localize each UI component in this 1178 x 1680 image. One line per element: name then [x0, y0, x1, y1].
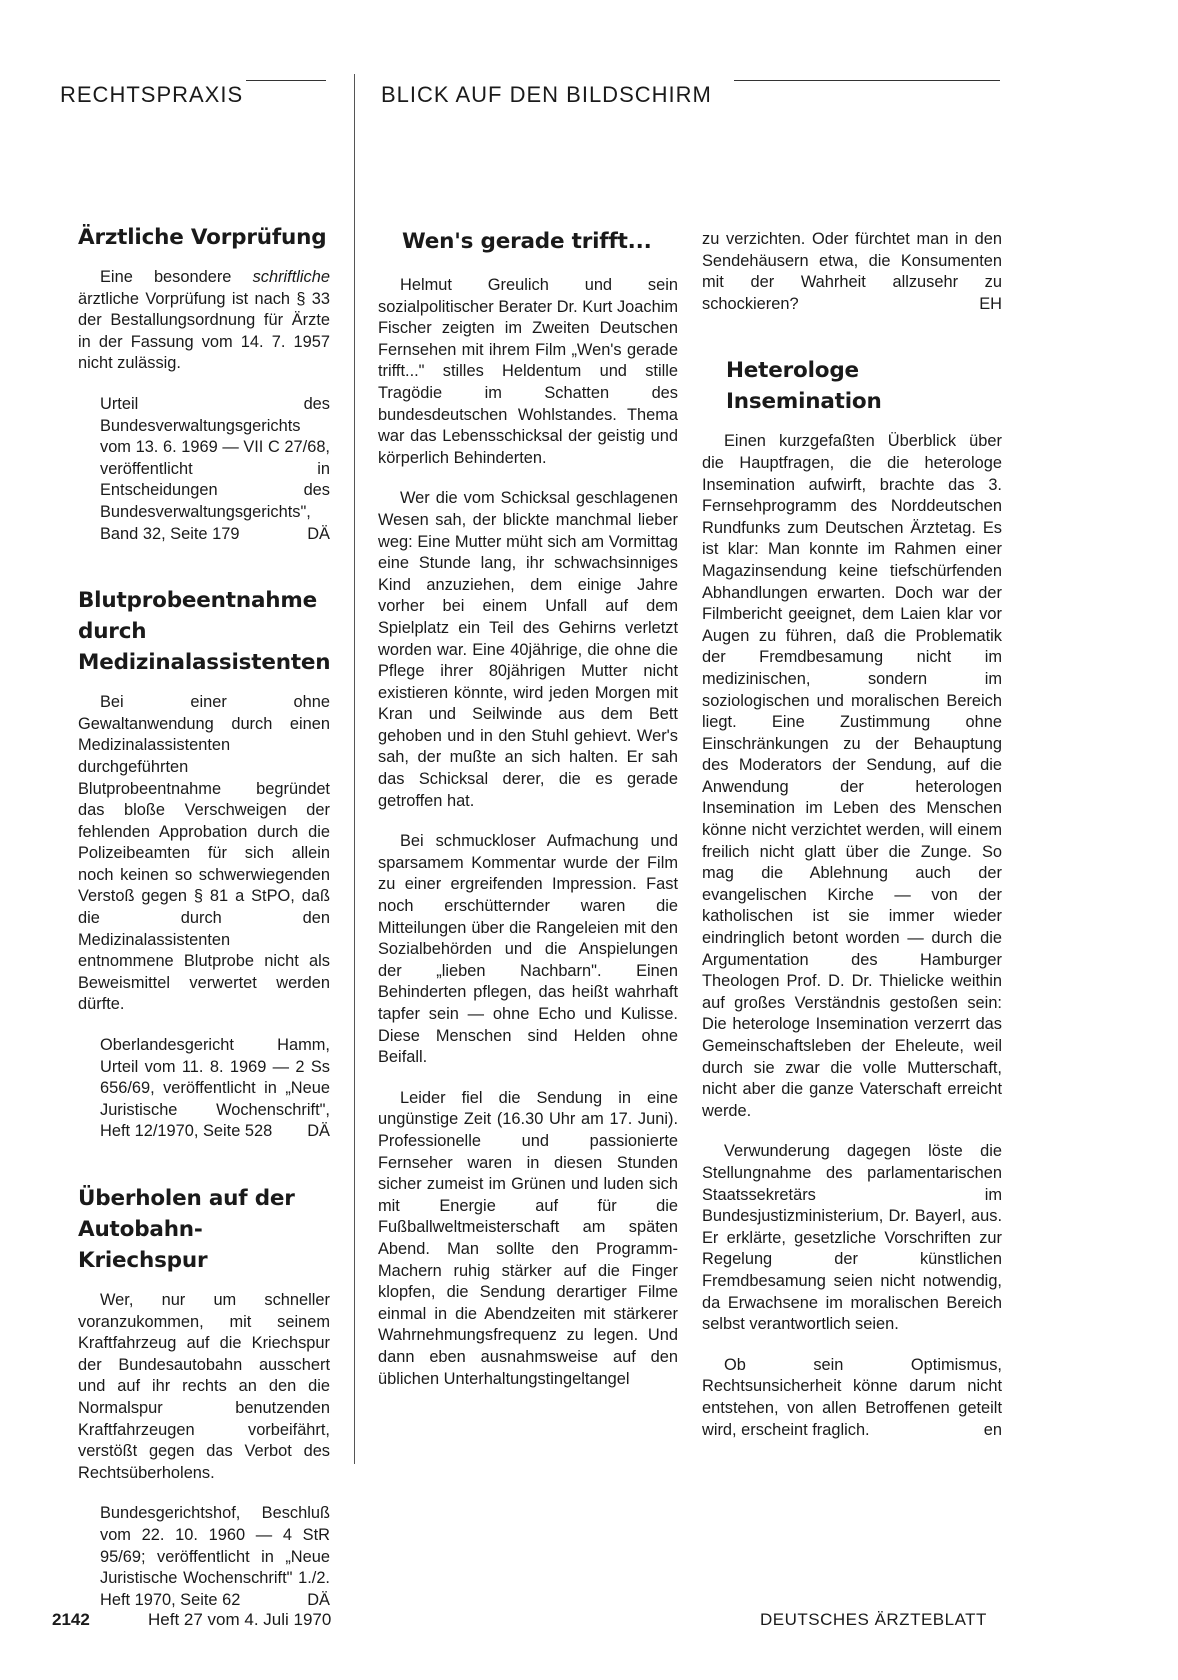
citation: Oberlandesgericht Hamm, Urteil vom 11. 8. 1969 — 2 Ss 656/69, veröffentlicht in „Neue Juristische Wochenschrift", Heft 12/1970, Seite 528 DÄ [78, 1035, 330, 1143]
headline: Überholen auf der Autobahn-Kriechspur [78, 1186, 295, 1273]
section-label-rechtspraxis: RECHTSPRAXIS [60, 82, 244, 107]
column-heterologe-insemination [702, 229, 1002, 1460]
signoff: DÄ [307, 1590, 330, 1609]
paragraph-continuation: zu verzichten. Oder fürchtet man in den Sendehäusern etwa, die Konsumenten mit der Wahrheit allzusehr zu schockieren? EH [702, 229, 1002, 315]
headline: Wen's gerade trifft... [402, 229, 652, 254]
article-text: Eine besondere schriftliche ärztliche Vorprüfung ist nach § 33 der Bestallungsordnung für Ärzte in der Fassung vom 14. 7. 1957 nicht zulässig. [78, 268, 330, 373]
headline: Ärztliche Vorprüfung [78, 225, 327, 250]
page-number: 2142 [52, 1610, 90, 1629]
article-blutprobeentnahme [78, 585, 330, 1143]
header-rule-right [734, 80, 1000, 81]
paragraph: Ob sein Optimismus, Rechtsunsicherheit könne darum nicht entstehen, von allen Betroffenen geteilt wird, erscheint fraglich. en [702, 1355, 1002, 1441]
article-text: Bei einer ohne Gewaltanwendung durch einen Medizinalassistenten durchgeführten Blutprobeentnahme begründet das bloße Verschweigen der fehlenden Approbation durch die Polizeibeamten für sich allein noch keinen so schwerwiegenden Verstoß gegen § 81 a StPO, daß die durch den Medizinalassistenten entnommene Blutprobe nicht als Beweismittel verwertet werden dürfte. [78, 693, 330, 1014]
signoff: DÄ [307, 524, 330, 543]
section-label-bildschirm: BLICK AUF DEN BILDSCHIRM [381, 82, 712, 107]
paragraph: Verwunderung dagegen löste die Stellungnahme des parlamentarischen Staatssekretärs im Bundesjustizministerium, Dr. Bayerl, aus. Er erklärte, gesetzliche Vorschriften zur Regelung der künstlichen Fremdbesamung seien nicht notwendig, da Erwachsene im moralischen Bereich selbst verantwortlich seien. [702, 1142, 1002, 1334]
header-rule-left [246, 80, 326, 81]
paragraph: Helmut Greulich und sein sozialpolitischer Berater Dr. Kurt Joachim Fischer zeigten im Zweiten Deutschen Fernsehen mit ihrem Film „Wen's gerade trifft..." stilles Heldentum und stille Tragödie im Schatten des bundesdeutschen Wohlstandes. Thema war das Lebensschicksal der geistig und körperlich Behinderten. [378, 276, 678, 467]
signoff: en [983, 1420, 1002, 1439]
column-separator [354, 74, 355, 1464]
paragraph: Wer die vom Schicksal geschlagenen Wesen sah, der blickte manchmal lieber weg: Eine Mutter müht sich am Vormittag eine Stunde lang, ihr schwachsinniges Kind anzuziehen, dem einige Jahre vorher bei einem Unfall auf dem Spielplatz ein Teil des Gehirns verletzt worden war. Eine 40jährige, die ohne die Pflege ihrer 80jährigen Mutter nicht existieren könnte, wird jeden Morgen mit Kran und Seilwinde aus dem Bett gehoben und in den Stuhl gehievt. Wer's sah, der mußte an sich halten. Er sah das Schicksal derer, die es gerade getroffen hat. [378, 489, 678, 810]
paragraph: Einen kurzgefaßten Überblick über die Hauptfragen, die die heterologe Insemination aufwirft, brachte das 3. Fernsehprogramm des Norddeutschen Rundfunks zum Deutschen Ärztetag. Es ist klar: Man konnte im Rahmen einer Magazinsendung keine tiefschürfenden Abhandlungen erwarten. Doch war der Filmbericht geeignet, dem Laien klar vor Augen zu führen, daß die Problematik der Fremdbesamung nicht im medizinischen, sondern im soziologischen und moralischen Bereich liegt. Eine Zustimmung ohne Einschränkungen zu der Behauptung des Moderators der Sendung, auf die Anwendung der heterologen Insemination im Leben des Menschen könne nicht verzichtet werden, will einem freilich nicht glatt über die Zunge. So mag die Ablehnung auch der evangelischen Kirche — von der katholischen ist sie immer wieder eindringlich betont worden — durch die Argumentation des Hamburger Theologen Prof. D. Dr. Thielicke weithin auf großes Verständnis gestoßen sein: Die heterologe Insemination verzerrt das Gemeinschaftsleben der Eheleute, weil durch sie zwar die volle Mutterschaft, nicht aber die ganze Vaterschaft erreicht werde. [702, 432, 1002, 1120]
headline: Heterologe Insemination [726, 358, 882, 415]
column-rechtspraxis [78, 222, 330, 1611]
article-ueberholen-kriechspur [78, 1183, 330, 1611]
paragraph: Leider fiel die Sendung in eine ungünstige Zeit (16.30 Uhr am 17. Juni). Professionelle und passionierte Fernseher waren in diesen Stunden sicher zumeist im Grünen und luden sich mit Energie auf für die Fußballweltmeisterschaft am späten Abend. Man sollte den Programm-Machern ruhig stärker auf die Finger klopfen, die Sendung derartiger Filme einmal in die Abendzeiten mit stärkerer Wahrnehmungsfrequenz zu legen. Und dann eben ausnahmsweise auf den üblichen Unterhaltungstingeltangel [378, 1088, 678, 1388]
journal-name: DEUTSCHES ÄRZTEBLATT [760, 1610, 987, 1629]
citation: Bundesgerichtshof, Beschluß vom 22. 10. 1960 — 4 StR 95/69; veröffentlicht in „Neue Juristische Wochenschrift" 1./2. Heft 1970, Seite 62 DÄ [78, 1503, 330, 1611]
headline: Blutprobeentnahme durch Medizinalassistenten [78, 588, 331, 676]
paragraph: Bei schmuckloser Aufmachung und sparsamem Kommentar wurde der Film zu einer ergreifenden Impression. Fast noch erschütternder waren die Mitteilungen über die Rangeleien mit den Sozialbehörden und die Anspielungen der „lieben Nachbarn". Einen Behinderten pflegen, das heißt wahrhaft tapfer sein — ohne Echo und Kulisse. Diese Menschen sind Helden ohne Beifall. [378, 832, 678, 1067]
article-text: Wer, nur um schneller voranzukommen, mit seinem Kraftfahrzeug auf die Kriechspur der Bundesautobahn ausschert und auf ihr rechts an den die Normalspur benutzenden Kraftfahrzeugen vorbeifährt, verstößt gegen das Verbot des Rechtsüberholens. [78, 1291, 330, 1482]
signoff: DÄ [307, 1122, 330, 1141]
citation: Urteil des Bundesverwaltungsgerichts vom 13. 6. 1969 — VII C 27/68, veröffentlicht in Entscheidungen des Bundesverwaltungsgerichts", Band 32, Seite 179 DÄ [78, 394, 330, 545]
signoff: EH [979, 294, 1002, 313]
column-wens-gerade-trifft [378, 226, 678, 1390]
issue-info: Heft 27 vom 4. Juli 1970 [148, 1610, 332, 1629]
article-aerztliche-vorpruefung [78, 222, 330, 545]
